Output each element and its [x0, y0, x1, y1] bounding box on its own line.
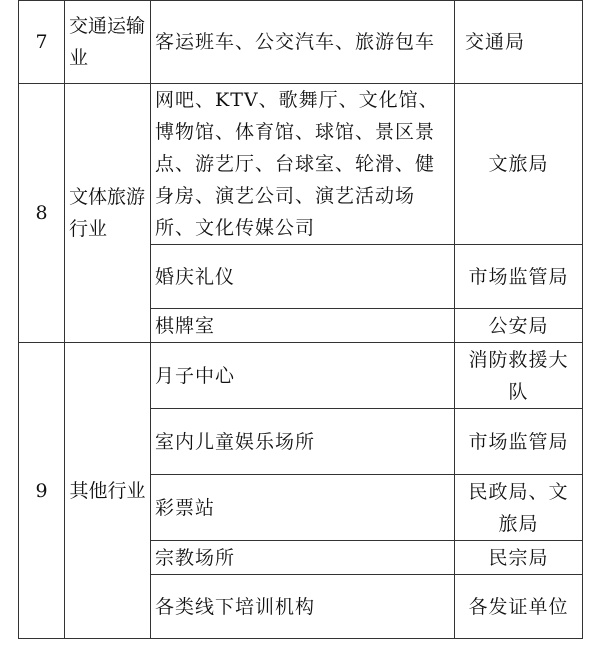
industry-name: 文体旅游行业 — [65, 84, 151, 343]
responsible-department: 市场监管局 — [455, 409, 583, 475]
responsible-department: 文旅局 — [455, 84, 583, 245]
responsible-department: 公安局 — [455, 309, 583, 343]
industry-name: 交通运输业 — [65, 1, 151, 84]
row-number: 8 — [19, 84, 65, 343]
venue-list: 月子中心 — [151, 343, 455, 409]
responsible-department: 消防救援大队 — [455, 343, 583, 409]
responsible-department: 各发证单位 — [455, 575, 583, 639]
venue-list: 各类线下培训机构 — [151, 575, 455, 639]
responsible-department: 民宗局 — [455, 541, 583, 575]
venue-list: 室内儿童娱乐场所 — [151, 409, 455, 475]
venue-list: 婚庆礼仪 — [151, 245, 455, 309]
venue-list: 客运班车、公交汽车、旅游包车 — [151, 1, 455, 84]
table-row — [19, 1, 583, 84]
row-number: 9 — [19, 343, 65, 639]
table-row — [19, 343, 583, 409]
venue-list: 彩票站 — [151, 475, 455, 541]
venue-list: 网吧、KTV、歌舞厅、文化馆、博物馆、体育馆、球馆、景区景点、游艺厅、台球室、轮滑、健身房、演艺公司、演艺活动场所、文化传媒公司 — [151, 84, 455, 245]
venue-list: 宗教场所 — [151, 541, 455, 575]
industry-regulation-table — [18, 0, 583, 639]
row-number: 7 — [19, 1, 65, 84]
industry-name: 其他行业 — [65, 343, 151, 639]
venue-list: 棋牌室 — [151, 309, 455, 343]
responsible-department: 市场监管局 — [455, 245, 583, 309]
table-row — [19, 84, 583, 245]
responsible-department: 交通局 — [455, 1, 583, 84]
responsible-department: 民政局、文旅局 — [455, 475, 583, 541]
